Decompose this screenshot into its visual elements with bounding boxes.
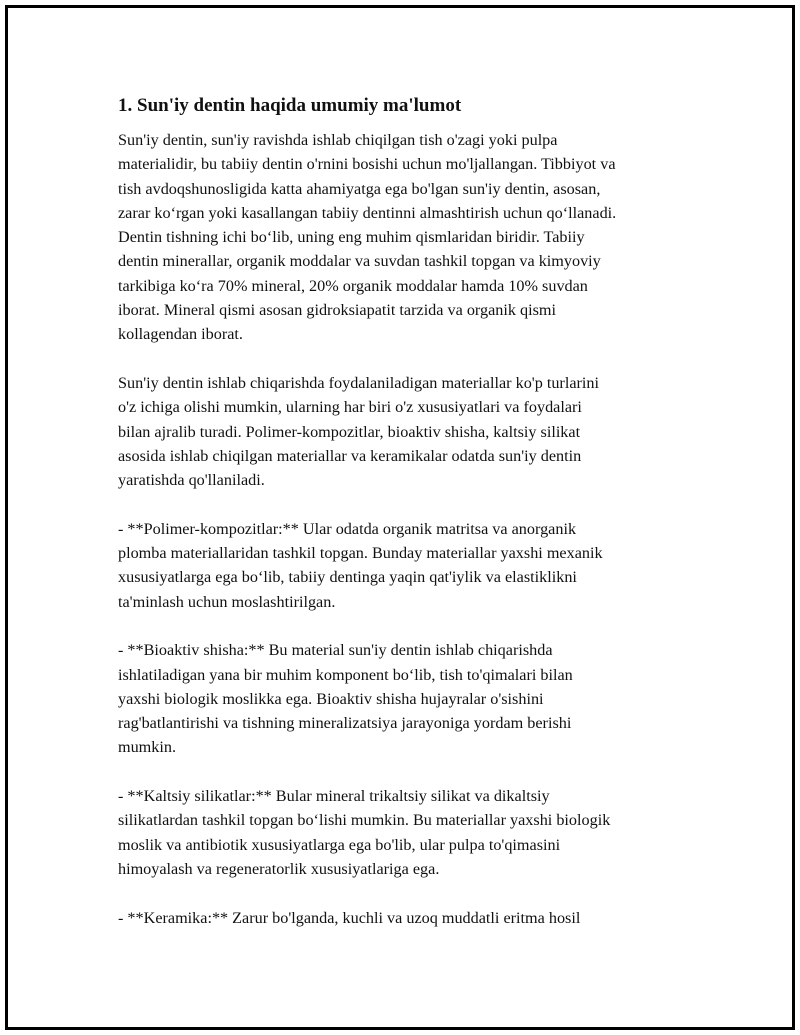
- list-item-ceramics: [118, 906, 688, 930]
- text-line: Sun'iy dentin ishlab chiqarishda foydalaniladigan materiallar ko'p turlarini: [118, 373, 599, 392]
- text-line: moslik va antibiotik xususiyatlarga ega bo'lib, ular pulpa to'qimasini: [118, 835, 561, 854]
- text-line: yaxshi biologik moslikka ega. Bioaktiv shisha hujayralar o'sishini: [118, 689, 544, 708]
- text-line: Sun'iy dentin, sun'iy ravishda ishlab chiqilgan tish o'zagi yoki pulpa: [118, 131, 558, 149]
- text-line: ishlatiladigan yana bir muhim komponent bo‘lib, tish to'qimalari bilan: [118, 665, 573, 684]
- text-line: dentin minerallar, organik moddalar va suvdan tashkil topgan va kimyoviy: [118, 252, 601, 271]
- text-line: materialidir, bu tabiiy dentin o'rnini bosishi uchun mo'ljallangan. Tibbiyot va: [118, 155, 616, 174]
- text-line: yaratishda qo'llaniladi.: [118, 471, 265, 490]
- paragraph-intro: [118, 128, 688, 347]
- text-line: tish avdoqshunosligida katta ahamiyatga ega bo'lgan sun'iy dentin, asosan,: [118, 179, 601, 198]
- list-item-bioactive-glass: [118, 638, 688, 759]
- text-line: silikatlardan tashkil topgan bo‘lishi mumkin. Bu materiallar yaxshi biologik: [118, 811, 611, 830]
- text-line: bilan ajralib turadi. Polimer-kompozitlar, bioaktiv shisha, kaltsiy silikat: [118, 422, 581, 441]
- text-line: ta'minlash uchun moslashtirilgan.: [118, 592, 336, 611]
- text-line: o'z ichiga olishi mumkin, ularning har biri o'z xususiyatlari va foydalari: [118, 398, 582, 417]
- text-line: - **Polimer-kompozitlar:** Ular odatda organik matritsa va anorganik: [118, 519, 577, 538]
- text-line: - **Kaltsiy silikatlar:** Bular mineral trikaltsiy silikat va dikaltsiy: [118, 787, 550, 806]
- text-line: - **Keramika:** Zarur bo'lganda, kuchli va uzoq muddatli eritma hosil: [118, 908, 581, 927]
- text-line: plomba materiallaridan tashkil topgan. Bunday materiallar yaxshi mexanik: [118, 544, 603, 563]
- text-line: zarar ko‘rgan yoki kasallangan tabiiy dentinni almashtirish uchun qo‘llanadi.: [118, 203, 617, 222]
- text-line: Dentin tishning ichi bo‘lib, uning eng muhim qismlaridan biridir. Tabiiy: [118, 228, 585, 247]
- text-line: kollagendan iborat.: [118, 325, 243, 344]
- section-heading: 1. Sun'iy dentin haqida umumiy ma'lumot: [118, 95, 462, 116]
- text-line: - **Bioaktiv shisha:** Bu material sun'iy dentin ishlab chiqarishda: [118, 641, 553, 660]
- text-line: xususiyatlarga ega bo‘lib, tabiiy dentinga yaqin qat'iylik va elastiklikni: [118, 568, 577, 587]
- list-item-calcium-silicates: [118, 784, 688, 881]
- text-line: asosida ishlab chiqilgan materiallar va keramikalar odatda sun'iy dentin: [118, 446, 582, 465]
- text-line: himoyalash va regeneratorlik xususiyatlariga ega.: [118, 859, 440, 878]
- text-line: mumkin.: [118, 738, 177, 757]
- paragraph-materials: [118, 371, 688, 492]
- text-line: rag'batlantirishi va tishning mineralizatsiya jarayoniga yordam berishi: [118, 714, 572, 733]
- text-line: iborat. Mineral qismi asosan gidroksiapatit tarzida va organik qismi: [118, 301, 557, 320]
- list-item-polymer-composites: [118, 517, 688, 614]
- document-body: [118, 93, 688, 954]
- text-line: tarkibiga ko‘ra 70% mineral, 20% organik moddalar hamda 10% suvdan: [118, 276, 588, 295]
